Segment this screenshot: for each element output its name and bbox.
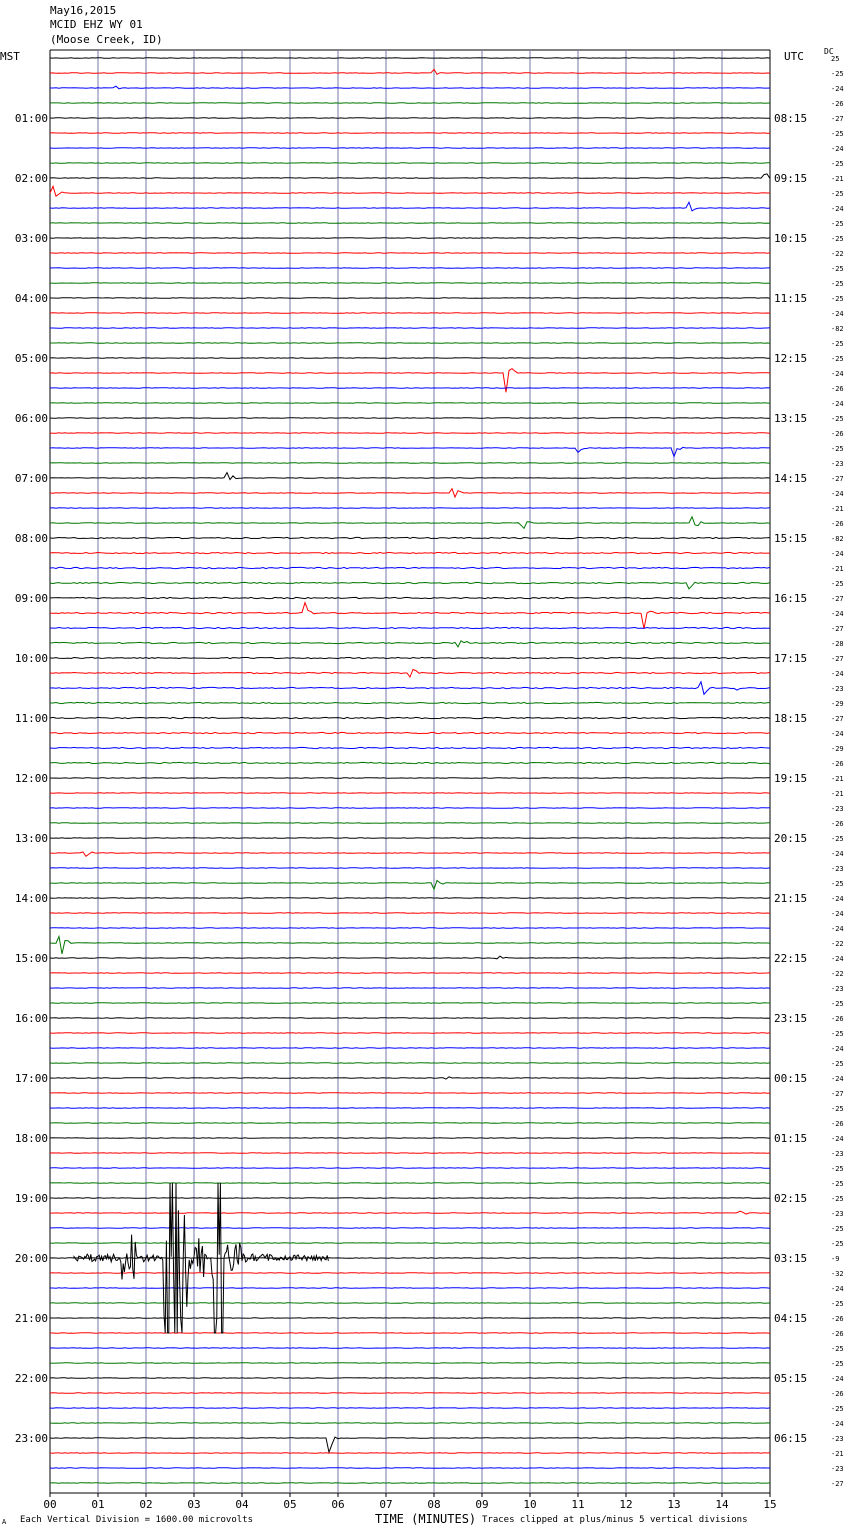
header-station: MCID EHZ WY 01 xyxy=(50,18,143,31)
trace-lines xyxy=(50,58,770,1484)
dc-offset-label: -26 xyxy=(831,1390,844,1398)
utc-hour-label: 08:15 xyxy=(774,112,808,125)
utc-hour-label: 17:15 xyxy=(774,652,808,665)
utc-hour-label: 15:15 xyxy=(774,532,808,545)
utc-hour-label: 04:15 xyxy=(774,1312,808,1325)
mst-hour-label: 02:00 xyxy=(14,172,48,185)
dc-offset-label: -26 xyxy=(831,430,844,438)
trace-line xyxy=(50,174,770,179)
dc-offset-label: -25 xyxy=(831,415,844,423)
mst-hour-label: 20:00 xyxy=(14,1252,48,1265)
trace-line xyxy=(50,313,770,314)
mst-hour-label: 22:00 xyxy=(14,1372,48,1385)
dc-offset-label: -82 xyxy=(831,325,844,333)
dc-offset-label: -25 xyxy=(831,1195,844,1203)
trace-line xyxy=(50,702,770,703)
utc-hour-label: 22:15 xyxy=(774,952,808,965)
trace-line xyxy=(50,717,770,718)
dc-offset-label: -24 xyxy=(831,310,844,318)
trace-line xyxy=(50,118,770,119)
trace-line xyxy=(50,1288,770,1289)
dc-offset-label: -24 xyxy=(831,145,844,153)
utc-hour-label: 11:15 xyxy=(774,292,808,305)
utc-hour-label: 05:15 xyxy=(774,1372,808,1385)
x-tick-label: 05 xyxy=(283,1498,297,1511)
trace-line xyxy=(50,657,770,658)
mst-hour-label: 16:00 xyxy=(14,1012,48,1025)
footer-clip-note: Traces clipped at plus/minus 5 vertical divisions xyxy=(482,1515,748,1525)
dc-offset-label: -25 xyxy=(831,1060,844,1068)
trace-line xyxy=(50,823,770,824)
dc-offset-label: -26 xyxy=(831,520,844,528)
trace-line xyxy=(50,1363,770,1364)
x-tick-label: 10 xyxy=(523,1498,537,1511)
trace-line xyxy=(50,403,770,404)
mst-hour-label: 09:00 xyxy=(14,592,48,605)
trace-line xyxy=(50,1393,770,1394)
utc-hour-label: 12:15 xyxy=(774,352,808,365)
trace-line xyxy=(50,1408,770,1409)
dc-offset-label: -26 xyxy=(831,1015,844,1023)
dc-offset-label: -24 xyxy=(831,370,844,378)
mst-hour-label: 11:00 xyxy=(14,712,48,725)
trace-line xyxy=(50,1423,770,1424)
dc-offset-label: -25 xyxy=(831,160,844,168)
x-tick-label: 01 xyxy=(91,1498,105,1511)
trace-line xyxy=(50,1437,770,1452)
dc-offset-label: -23 xyxy=(831,1150,844,1158)
trace-line xyxy=(50,1168,770,1169)
trace-line xyxy=(50,148,770,149)
dc-offset-label: -24 xyxy=(831,610,844,618)
dc-offset-label: -25 xyxy=(831,220,844,228)
dc-offset-label: -25 xyxy=(831,1360,844,1368)
dc-offset-label: -25 xyxy=(831,190,844,198)
dc-offset-label: -24 xyxy=(831,730,844,738)
x-tick-label: 12 xyxy=(619,1498,633,1511)
trace-line xyxy=(50,582,770,589)
dc-offset-label: -27 xyxy=(831,1480,844,1488)
x-tick-label: 02 xyxy=(139,1498,153,1511)
x-tick-label: 09 xyxy=(475,1498,489,1511)
dc-offset-label: -25 xyxy=(831,445,844,453)
trace-line xyxy=(50,283,770,284)
footer-mark: A xyxy=(2,1518,7,1526)
header-date: May16,2015 xyxy=(50,4,117,17)
trace-line xyxy=(50,747,770,748)
dc-offset-label: -29 xyxy=(831,745,844,753)
trace-line xyxy=(50,913,770,914)
trace-line xyxy=(50,447,770,456)
trace-line xyxy=(50,1183,770,1184)
trace-line xyxy=(50,133,770,134)
dc-offset-label: -24 xyxy=(831,925,844,933)
trace-line xyxy=(50,537,770,538)
mst-hour-label: 10:00 xyxy=(14,652,48,665)
trace-line xyxy=(50,1228,770,1229)
dc-offset-label: -24 xyxy=(831,910,844,918)
dc-offset-label: -24 xyxy=(831,85,844,93)
trace-line xyxy=(50,597,770,598)
dc-offset-label: -23 xyxy=(831,685,844,693)
dc-offset-label: -27 xyxy=(831,715,844,723)
trace-line xyxy=(50,898,770,899)
dc-offset-label: -25 xyxy=(831,1165,844,1173)
grid-lines xyxy=(50,50,770,1493)
dc-offset-label: -24 xyxy=(831,1375,844,1383)
dc-offset-label: -24 xyxy=(831,1045,844,1053)
trace-line xyxy=(50,358,770,359)
trace-line xyxy=(50,298,770,299)
trace-line xyxy=(50,202,770,211)
dc-offset-label: -23 xyxy=(831,865,844,873)
dc-offset-label: -24 xyxy=(831,550,844,558)
mst-hour-label: 12:00 xyxy=(14,772,48,785)
dc-offset-label: -25 xyxy=(831,1000,844,1008)
mst-hour-label: 06:00 xyxy=(14,412,48,425)
dc-offset-label: -25 xyxy=(831,1405,844,1413)
x-tick-label: 13 xyxy=(667,1498,681,1511)
trace-line xyxy=(50,58,770,59)
dc-offset-label: -22 xyxy=(831,940,844,948)
trace-line xyxy=(50,1093,770,1094)
trace-line xyxy=(50,463,770,464)
dc-offset-label: -24 xyxy=(831,1420,844,1428)
dc-offset-label: -25 xyxy=(831,130,844,138)
dc-offset-label: -25 xyxy=(831,1300,844,1308)
trace-line xyxy=(50,1243,770,1244)
utc-axis-title: UTC xyxy=(784,50,804,63)
dc-offset-label: -25 xyxy=(831,1180,844,1188)
dc-offset-label: -25 xyxy=(831,1240,844,1248)
dc-offset-label: -27 xyxy=(831,625,844,633)
mst-hour-label: 08:00 xyxy=(14,532,48,545)
x-tick-label: 14 xyxy=(715,1498,729,1511)
trace-line xyxy=(50,732,770,733)
dc-offset-label: -24 xyxy=(831,1075,844,1083)
dc-offset-label: -27 xyxy=(831,475,844,483)
dc-offset-label: -26 xyxy=(831,1315,844,1323)
dc-offset-label: -26 xyxy=(831,385,844,393)
dc-offset-label: -25 xyxy=(831,355,844,363)
trace-line xyxy=(50,881,770,890)
trace-line xyxy=(50,69,770,74)
dc-offset-label: -25 xyxy=(831,1105,844,1113)
trace-line xyxy=(50,186,770,196)
mst-hour-label: 21:00 xyxy=(14,1312,48,1325)
utc-hour-label: 19:15 xyxy=(774,772,808,785)
x-tick-label: 00 xyxy=(43,1498,57,1511)
dc-offset-label: -21 xyxy=(831,505,844,513)
trace-line xyxy=(50,1198,770,1199)
dc-offset-label: -24 xyxy=(831,490,844,498)
trace-line xyxy=(50,369,770,393)
trace-line xyxy=(50,388,770,389)
dc-offset-label: -21 xyxy=(831,775,844,783)
x-tick-label: 04 xyxy=(235,1498,249,1511)
x-tick-label: 08 xyxy=(427,1498,441,1511)
mst-hour-label: 14:00 xyxy=(14,892,48,905)
trace-line xyxy=(50,1348,770,1349)
dc-offset-label: -26 xyxy=(831,760,844,768)
trace-line xyxy=(50,808,770,809)
dc-offset-label: -25 xyxy=(831,1030,844,1038)
dc-offset-label: -25 xyxy=(831,880,844,888)
trace-line xyxy=(50,641,770,647)
trace-line xyxy=(50,489,770,497)
mst-hour-label: 05:00 xyxy=(14,352,48,365)
x-tick-label: 15 xyxy=(763,1498,777,1511)
dc-offset-label: -25 xyxy=(831,580,844,588)
utc-hour-label: 02:15 xyxy=(774,1192,808,1205)
trace-line xyxy=(50,328,770,329)
dc-offset-label: -22 xyxy=(831,250,844,258)
dc-offset-label: -25 xyxy=(831,265,844,273)
utc-hour-label: 06:15 xyxy=(774,1432,808,1445)
dc-offset-label: 25 xyxy=(831,55,840,63)
dc-offset-label: -21 xyxy=(831,565,844,573)
dc-offset-label: -22 xyxy=(831,970,844,978)
trace-line xyxy=(50,103,770,104)
x-tick-label: 11 xyxy=(571,1498,585,1511)
trace-line xyxy=(50,937,770,954)
trace-line xyxy=(50,433,770,434)
trace-line xyxy=(50,1483,770,1484)
trace-line xyxy=(50,603,770,629)
dc-offset-label: -25 xyxy=(831,295,844,303)
dc-offset-label: -26 xyxy=(831,820,844,828)
mst-hour-label: 03:00 xyxy=(14,232,48,245)
trace-line xyxy=(50,517,770,529)
trace-line xyxy=(50,1258,770,1259)
dc-offset-label: -21 xyxy=(831,1450,844,1458)
utc-hour-label: 14:15 xyxy=(774,472,808,485)
trace-line xyxy=(50,1063,770,1064)
trace-line xyxy=(50,1138,770,1139)
trace-line xyxy=(50,1048,770,1049)
trace-line xyxy=(50,1211,770,1214)
utc-hour-label: 01:15 xyxy=(774,1132,808,1145)
dc-offset-label: -25 xyxy=(831,1345,844,1353)
dc-offset-label: -24 xyxy=(831,955,844,963)
dc-offset-label: -23 xyxy=(831,805,844,813)
mst-hour-label: 23:00 xyxy=(14,1432,48,1445)
dc-offset-label: -23 xyxy=(831,1435,844,1443)
trace-line xyxy=(50,778,770,779)
trace-line xyxy=(50,253,770,254)
trace-line xyxy=(50,86,770,89)
trace-line xyxy=(50,1003,770,1004)
mst-axis-title: MST xyxy=(0,50,20,63)
mst-hour-label: 15:00 xyxy=(14,952,48,965)
dc-offset-label: -25 xyxy=(831,1225,844,1233)
dc-offset-label: -24 xyxy=(831,670,844,678)
utc-hour-label: 00:15 xyxy=(774,1072,808,1085)
utc-hour-label: 20:15 xyxy=(774,832,808,845)
dc-offset-label: -23 xyxy=(831,985,844,993)
dc-offset-label: -32 xyxy=(831,1270,844,1278)
utc-hour-label: 16:15 xyxy=(774,592,808,605)
trace-line xyxy=(50,1318,770,1319)
dc-offset-label: -27 xyxy=(831,595,844,603)
trace-line xyxy=(50,268,770,269)
trace-line xyxy=(50,1123,770,1124)
dc-offset-label: -24 xyxy=(831,850,844,858)
dc-offset-label: -23 xyxy=(831,1465,844,1473)
trace-line xyxy=(50,868,770,869)
footer-scale-note: Each Vertical Division = 1600.00 microvolts xyxy=(20,1515,253,1525)
mst-hour-label: 07:00 xyxy=(14,472,48,485)
trace-line xyxy=(50,762,770,763)
trace-line xyxy=(50,1018,770,1019)
trace-line xyxy=(50,1468,770,1469)
trace-line xyxy=(50,928,770,929)
dc-offset-label: -25 xyxy=(831,340,844,348)
dc-offset-label: -23 xyxy=(831,460,844,468)
utc-hour-label: 03:15 xyxy=(774,1252,808,1265)
mst-hour-label: 13:00 xyxy=(14,832,48,845)
axis-labels xyxy=(15,55,844,1511)
trace-line xyxy=(50,956,770,959)
utc-hour-label: 09:15 xyxy=(774,172,808,185)
trace-line xyxy=(50,163,770,164)
dc-offset-label: -29 xyxy=(831,700,844,708)
dc-offset-label: -26 xyxy=(831,1120,844,1128)
trace-line xyxy=(50,1453,770,1454)
dc-offset-label: -25 xyxy=(831,280,844,288)
trace-line xyxy=(50,1303,770,1304)
dc-offset-label: -21 xyxy=(831,790,844,798)
utc-hour-label: 13:15 xyxy=(774,412,808,425)
trace-line xyxy=(50,852,770,856)
dc-offset-label: -26 xyxy=(831,100,844,108)
trace-line xyxy=(50,988,770,989)
trace-line xyxy=(50,670,770,678)
dc-axis-title: DC xyxy=(824,47,834,56)
trace-line xyxy=(50,1333,770,1334)
trace-line xyxy=(50,567,770,568)
utc-hour-label: 18:15 xyxy=(774,712,808,725)
trace-line xyxy=(50,473,770,480)
dc-offset-label: -9 xyxy=(831,1255,840,1263)
trace-line xyxy=(50,343,770,344)
utc-hour-label: 21:15 xyxy=(774,892,808,905)
trace-line xyxy=(50,1077,770,1079)
trace-line xyxy=(50,552,770,553)
dc-offset-label: -24 xyxy=(831,1285,844,1293)
trace-line xyxy=(50,238,770,239)
mst-hour-label: 01:00 xyxy=(14,112,48,125)
dc-offset-label: -21 xyxy=(831,175,844,183)
dc-offset-label: -24 xyxy=(831,205,844,213)
header-location: (Moose Creek, ID) xyxy=(50,33,163,46)
trace-line xyxy=(50,793,770,794)
dc-offset-label: -25 xyxy=(831,235,844,243)
trace-line xyxy=(50,1108,770,1109)
trace-line xyxy=(50,223,770,224)
trace-line xyxy=(50,1273,770,1274)
x-tick-label: 03 xyxy=(187,1498,201,1511)
dc-offset-label: -23 xyxy=(831,1210,844,1218)
dc-offset-label: -24 xyxy=(831,400,844,408)
x-tick-label: 07 xyxy=(379,1498,393,1511)
trace-line xyxy=(50,1153,770,1154)
utc-hour-label: 23:15 xyxy=(774,1012,808,1025)
mst-hour-label: 17:00 xyxy=(14,1072,48,1085)
dc-offset-label: -28 xyxy=(831,640,844,648)
mst-hour-label: 18:00 xyxy=(14,1132,48,1145)
x-tick-label: 06 xyxy=(331,1498,345,1511)
trace-line xyxy=(50,418,770,419)
mst-hour-label: 04:00 xyxy=(14,292,48,305)
trace-line xyxy=(50,1033,770,1034)
dc-offset-label: -27 xyxy=(831,655,844,663)
utc-hour-label: 10:15 xyxy=(774,232,808,245)
dc-offset-label: -27 xyxy=(831,1090,844,1098)
trace-line xyxy=(50,508,770,509)
trace-line xyxy=(50,627,770,628)
trace-line xyxy=(50,1378,770,1379)
dc-offset-label: -27 xyxy=(831,115,844,123)
x-axis-title: TIME (MINUTES) xyxy=(375,1512,477,1526)
dc-offset-label: -82 xyxy=(831,535,844,543)
dc-offset-label: -25 xyxy=(831,835,844,843)
trace-line xyxy=(50,682,770,695)
dc-offset-label: -26 xyxy=(831,1330,844,1338)
trace-line xyxy=(50,838,770,839)
mst-hour-label: 19:00 xyxy=(14,1192,48,1205)
dc-offset-label: -25 xyxy=(831,70,844,78)
dc-offset-label: -24 xyxy=(831,895,844,903)
trace-line xyxy=(50,973,770,974)
dc-offset-label: -24 xyxy=(831,1135,844,1143)
